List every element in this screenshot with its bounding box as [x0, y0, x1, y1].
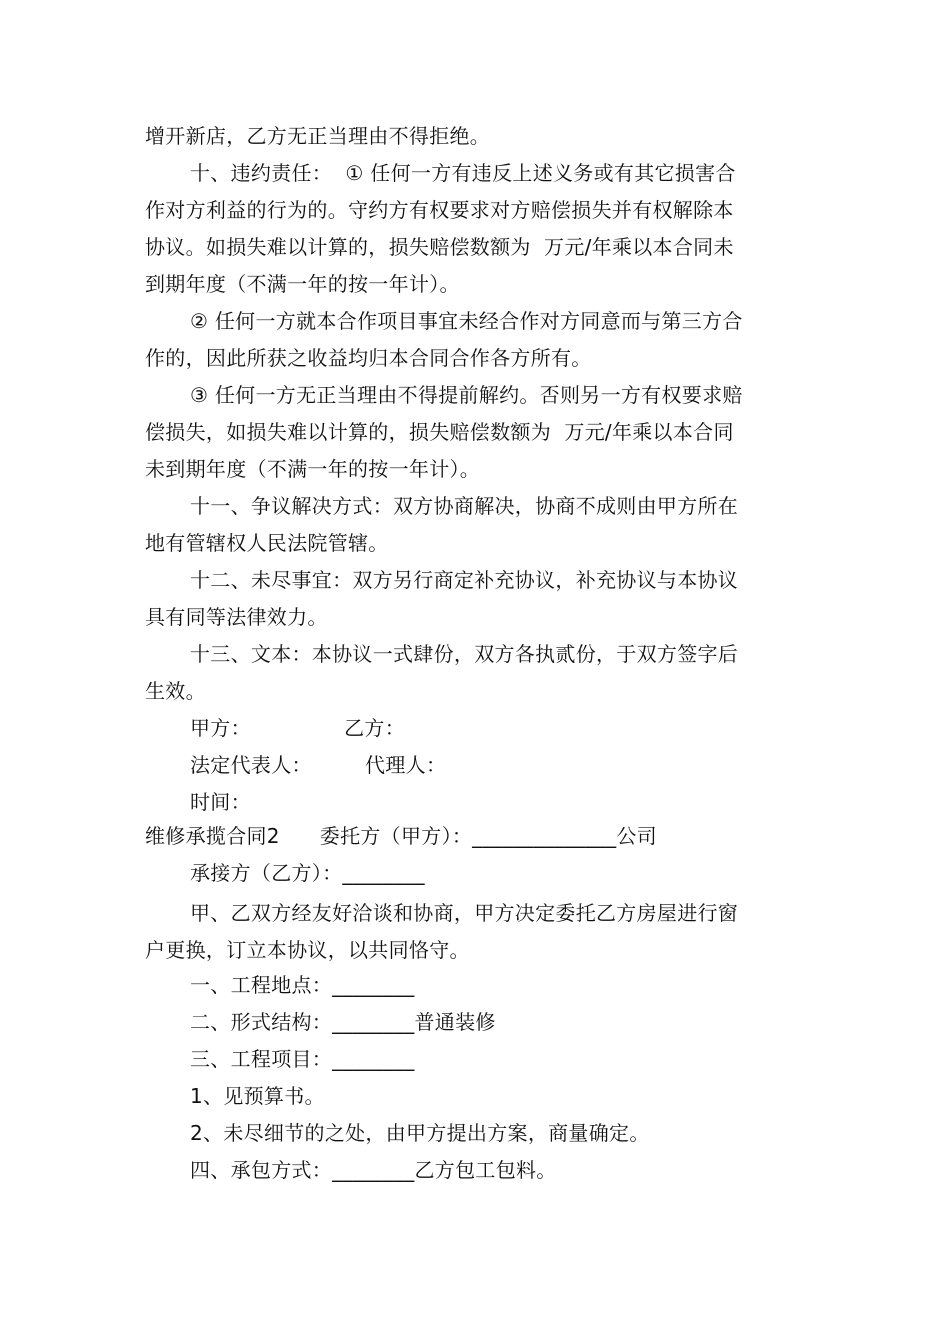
contractor-line: 承接方（乙方）：________ [190, 861, 425, 885]
text-line: 协议。如损失难以计算的，损失赔偿数额为 万元/年乘以本合同未 [145, 235, 734, 259]
preamble-line: 甲、乙双方经友好洽谈和协商，甲方决定委托乙方房屋进行窗 [190, 901, 739, 925]
item-project-1: 1、见预算书。 [190, 1084, 325, 1108]
contract-2-title-line: 维修承揽合同2 委托方（甲方）：______________公司 [145, 824, 657, 848]
signature-parties: 甲方： 乙方： [190, 716, 406, 740]
text-line: 增开新店，乙方无正当理由不得拒绝。 [145, 124, 491, 148]
text-line: 户更换，订立本协议，以共同恪守。 [145, 938, 470, 962]
item-project-2: 2、未尽细节的之处，由甲方提出方案，商量确定。 [190, 1121, 650, 1145]
clause-13-heading: 十三、文本：本协议一式肆份，双方各执贰份，于双方签字后 [190, 642, 739, 666]
text-line: 未到期年度（不满一年的按一年计）。 [145, 457, 481, 481]
signature-representatives: 法定代表人： 代理人： [190, 753, 447, 777]
item-contract-method: 四、承包方式：________乙方包工包料。 [190, 1158, 557, 1182]
text-line: 到期年度（不满一年的按一年计）。 [145, 272, 460, 296]
item-project: 三、工程项目：________ [190, 1047, 415, 1071]
clause-10-item-3: ③ 任何一方无正当理由不得提前解约。否则另一方有权要求赔 [190, 383, 743, 407]
clause-12-heading: 十二、未尽事宜：双方另行商定补充协议，补充协议与本协议 [190, 568, 739, 592]
signature-time: 时间： [190, 790, 251, 814]
item-structure: 二、形式结构：________普通装修 [190, 1010, 496, 1034]
clause-11-heading: 十一、争议解决方式：双方协商解决，协商不成则由甲方所在 [190, 494, 739, 518]
text-line: 地有管辖权人民法院管辖。 [145, 531, 389, 555]
text-line: 作对方利益的行为的。守约方有权要求对方赔偿损失并有权解除本 [145, 198, 734, 222]
clause-10-item-2: ② 任何一方就本合作项目事宜未经合作对方同意而与第三方合 [190, 309, 743, 333]
clause-10-heading: 十、违约责任： ① 任何一方有违反上述义务或有其它损害合 [190, 161, 736, 185]
text-line: 具有同等法律效力。 [145, 605, 328, 629]
text-line: 生效。 [145, 679, 206, 703]
text-line: 偿损失，如损失难以计算的，损失赔偿数额为 万元/年乘以本合同 [145, 420, 734, 444]
item-location: 一、工程地点：________ [190, 973, 415, 997]
text-line: 作的，因此所获之收益均归本合同合作各方所有。 [145, 346, 592, 370]
